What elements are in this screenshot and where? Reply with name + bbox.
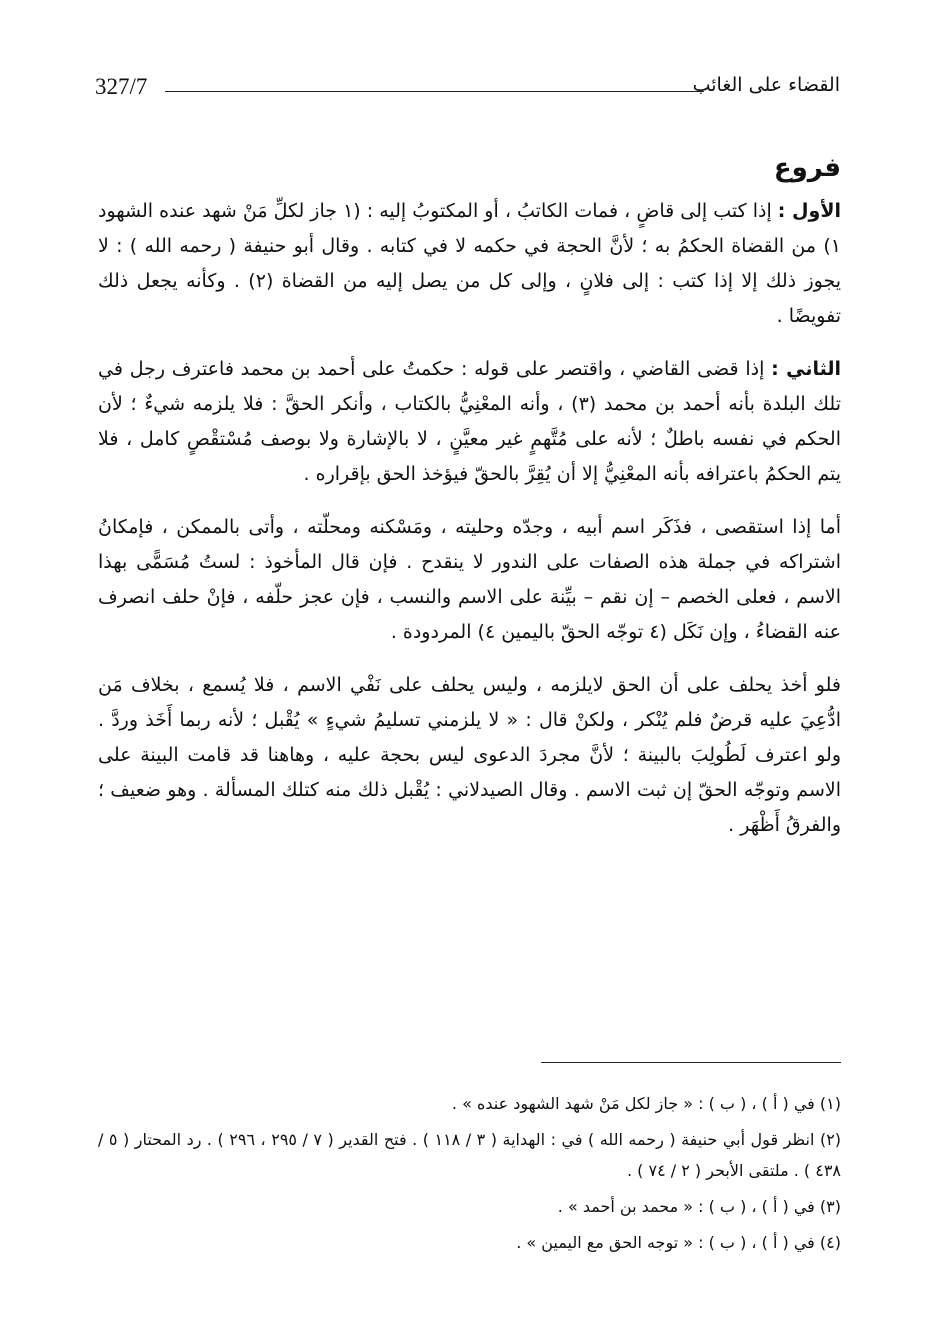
- paragraph-first-branch: [98, 194, 841, 334]
- footnotes: [98, 1088, 841, 1263]
- paragraph-text: إذا كتب إلى قاضٍ ، فمات الكاتبُ ، أو المكتوبُ إليه : (١ جاز لكلِّ مَنْ شهد عنده الشهود ١) من القضاة الحكمُ به ؛ لأنَّ الحجة في حكمه لا في كتابه . وقال أبو حنيفة ( رحمه الله ) : لا يجوز ذلك إلا إذا كتب : إلى فلانٍ ، وإلى كل من يصل إليه من القضاة (٢) . وكأنه يجعل ذلك تفويضًا .: [98, 200, 841, 327]
- footnote-1: (١) في ( أ ) ، ( ب ) : « جاز لكل مَنْ شهد الشهود عنده » .: [451, 1094, 841, 1113]
- paragraph-text: إذا قضى القاضي ، واقتصر على قوله : حكمتُ على أحمد بن محمد فاعترف رجل في تلك البلدة بأنه أحمد بن محمد (٣) ، وأنه المعْنِيُّ بالكتاب ، وأنكر الحقَّ : فلا يلزمه شيءٌ ؛ لأن الحكم في نفسه باطلٌ ؛ لأنه على مُتَّهمٍ غير معيَّنٍ ، لا بالإشارة ولا بوصف مُسْتقْصٍ كامل ، فلا يتم الحكمُ باعترافه بأنه المعْنِيُّ إلا أن يُقِرَّ بالحقّ فيؤخذ الحق بإقراره .: [98, 358, 841, 485]
- paragraph-lead: الأول :: [777, 200, 841, 222]
- footnote-4: (٤) في ( أ ) ، ( ب ) : « توجه الحق مع اليمين » .: [516, 1233, 841, 1252]
- footnote-3: (٣) في ( أ ) ، ( ب ) : « محمد بن أحمد » .: [557, 1197, 841, 1216]
- paragraph-third: [98, 510, 841, 650]
- main-text: [98, 148, 841, 861]
- paragraph-text: أما إذا استقصى ، فذَكَر اسم أبيه ، وجدّه وحليته ، ومَسْكنه ومحلّته ، وأتى بالممكن ، فإمكانُ اشتراكه في جملة هذه الصفات على الندور لا ينقدح . فإن قال المأخوذ : لستُ مُسَمًّى بهذا الاسم ، فعلى الخصم – إن نقم – بيِّنة على الاسم والنسب ، فإن عجز حلّفه ، فإنْ حلف انصرف عنه القضاءُ ، وإن نَكَل (٤ توجّه الحقّ باليمين ٤) المردودة .: [98, 516, 841, 643]
- paragraph-text: فلو أخذ يحلف على أن الحق لايلزمه ، وليس يحلف على نَفْي الاسم ، فلا يُسمع ، بخلاف مَن ادُّعِيَ عليه قرضٌ فلم يُنْكر ، ولكنْ قال : « لا يلزمني تسليمُ شيءٍ » يُقْبل ؛ لأنه ربما أَخَذ وردَّ . ولو اعترف لَطُولِبَ بالبينة ؛ لأنَّ مجردَ الدعوى ليس بحجة عليه ، وهاهنا قد قامت البينة على الاسم وتوجّه الحقّ إن ثبت الاسم . وقال الصيدلاني : يُقْبل ذلك منه كتلك المسألة . وهو ضعيف ؛ والفرقُ أَظْهَر .: [98, 674, 841, 836]
- footnote-separator: [541, 1062, 841, 1063]
- paragraph-fourth: [98, 668, 841, 843]
- page-number: 327/7: [95, 74, 148, 99]
- page-header: [95, 70, 840, 106]
- section-heading: فروع: [773, 153, 841, 183]
- running-title: القضاء على الغائب: [692, 74, 840, 96]
- paragraph-lead: الثاني :: [771, 358, 841, 380]
- header-rule: [165, 91, 704, 92]
- footnote-2: (٢) انظر قول أبي حنيفة ( رحمه الله ) في : الهداية ( ٣ / ١١٨ ) . فتح القدير ( ٧ / ٢٩٥ ، ٢٩٦ ) . رد المحتار ( ٥ / ٤٣٨ ) . ملتقى الأبحر ( ٢ / ٧٤ ) .: [98, 1130, 842, 1180]
- paragraph-second-branch: [98, 352, 841, 492]
